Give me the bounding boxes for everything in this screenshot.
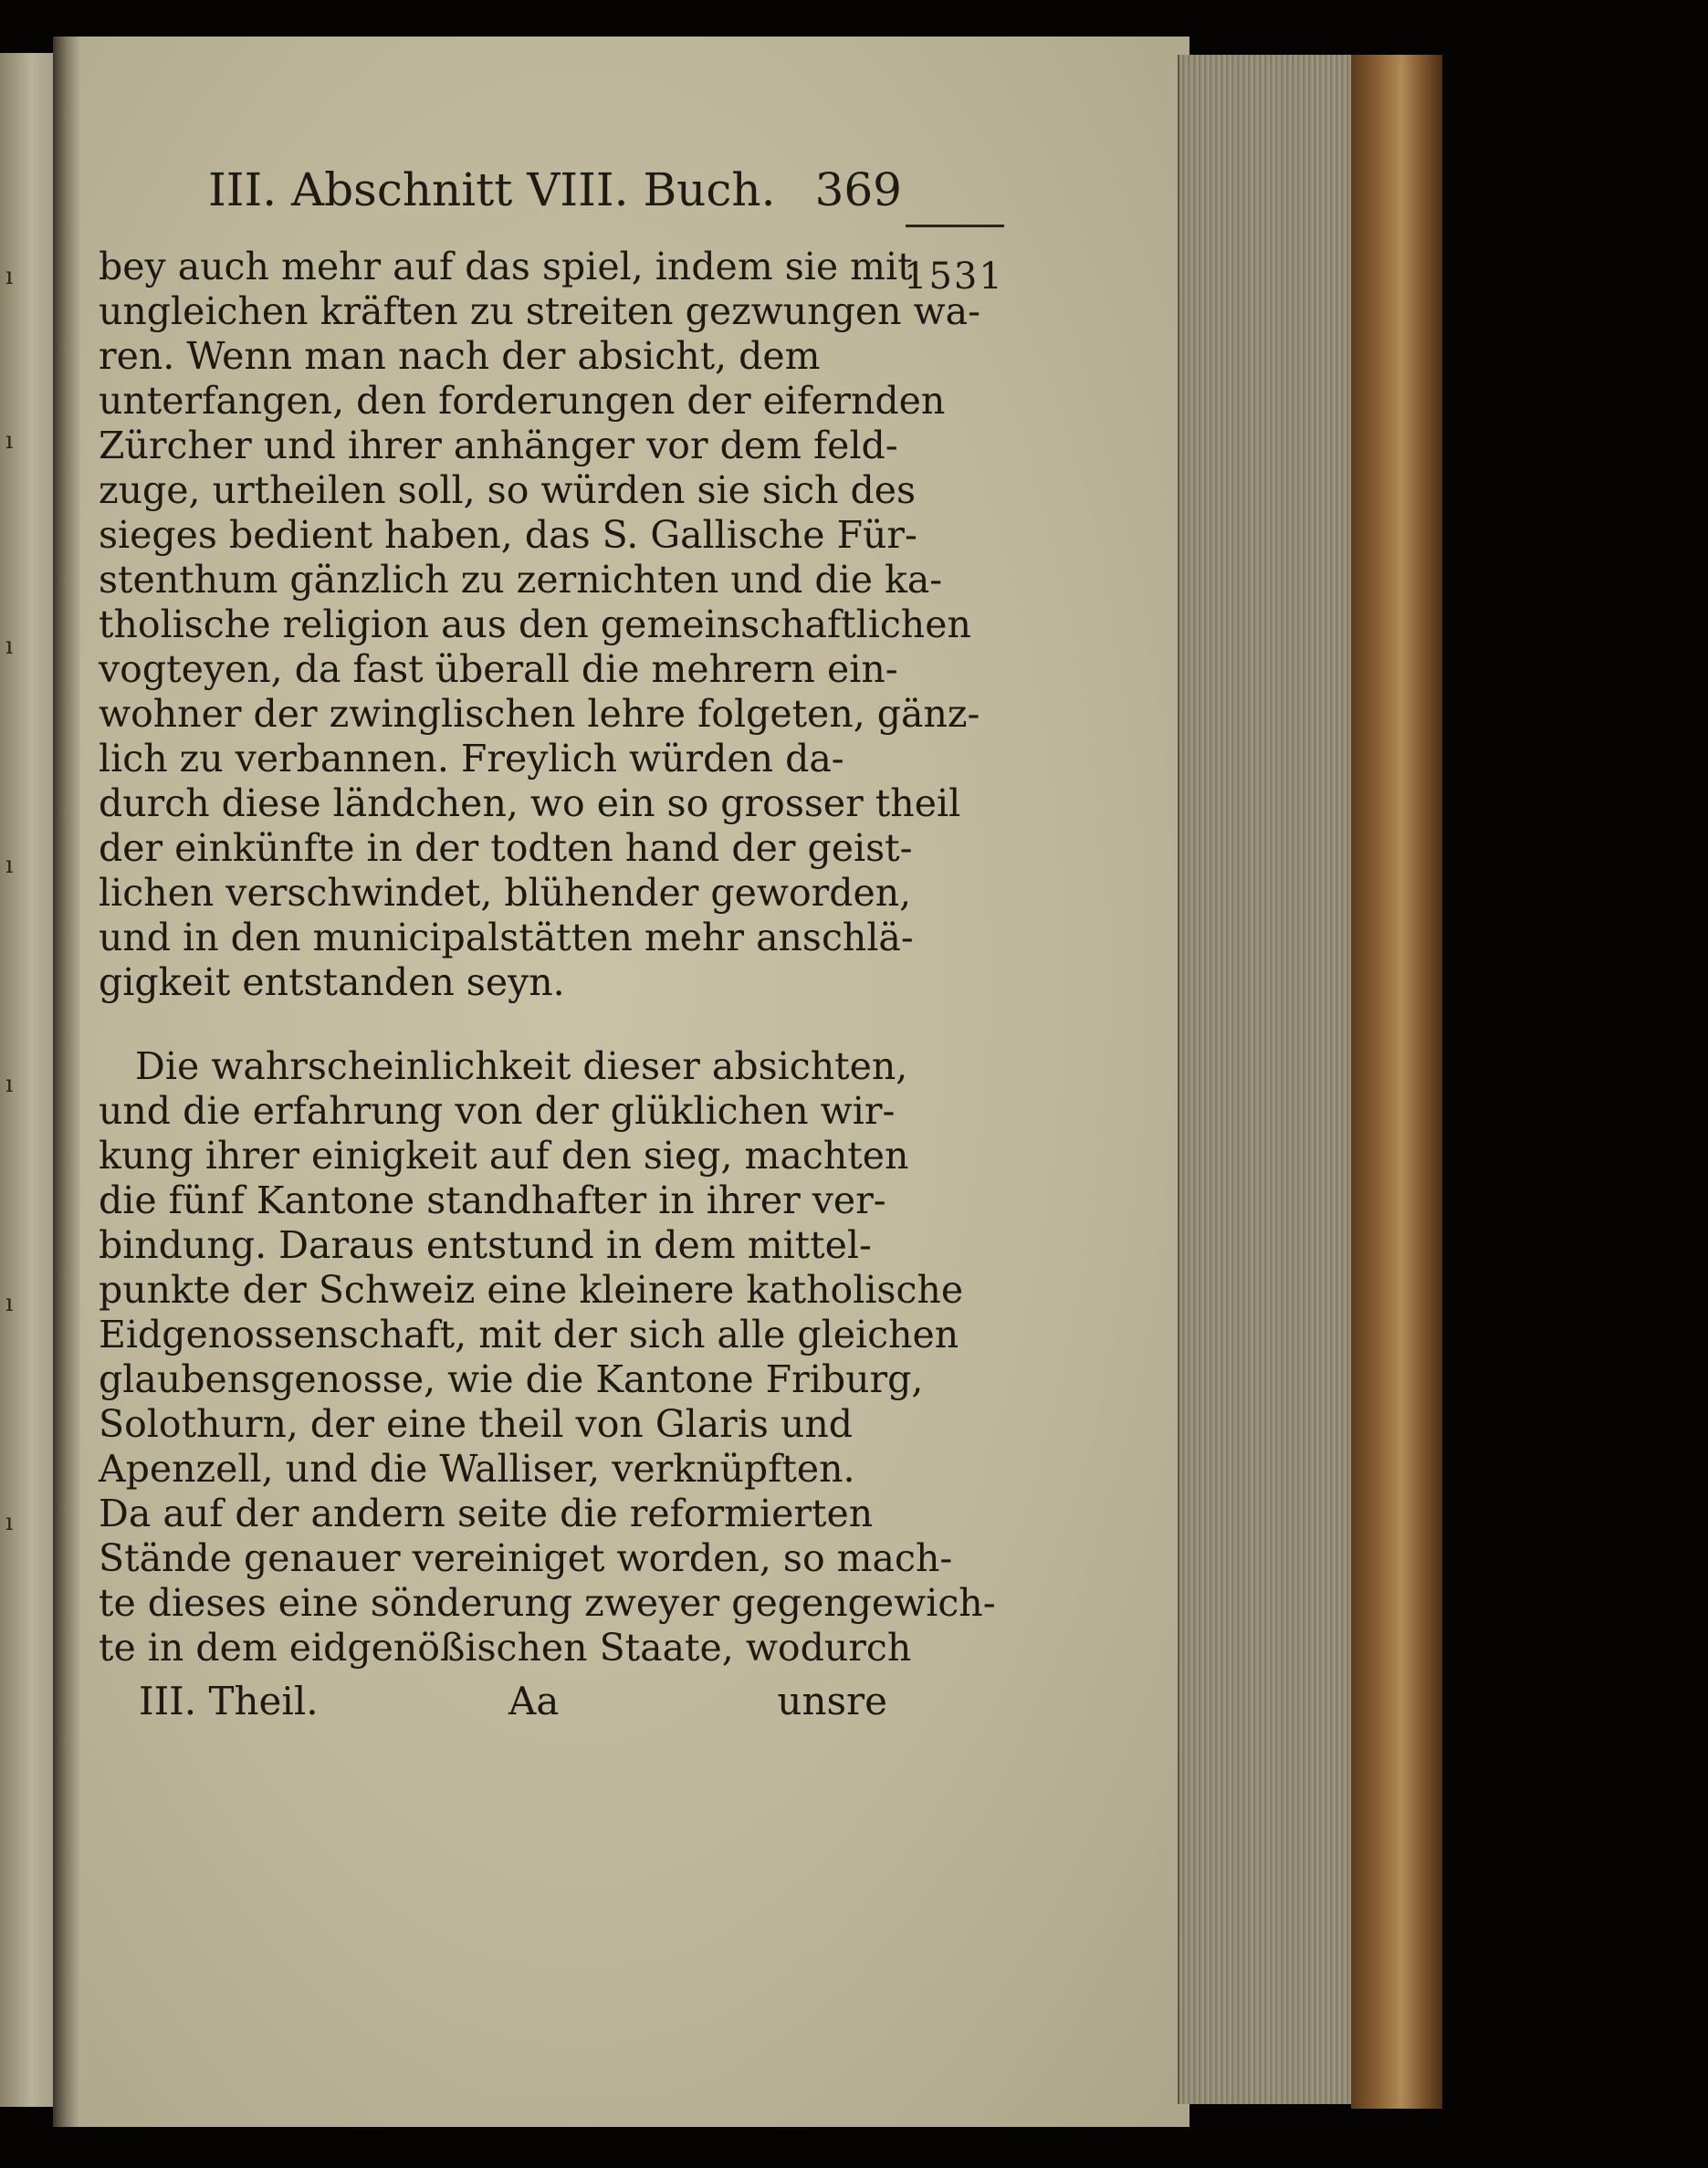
signature-mark: Aa [508,1679,560,1723]
text-line: bey auch mehr auf das spiel, indem sie mit [99,245,913,288]
book-gutter [53,37,80,2127]
facing-page-mark: ı [5,852,14,879]
facing-page-mark: ı [5,1290,14,1317]
text-line: Solothurn, der eine theil von Glaris und [99,1402,853,1446]
text-line: punkte der Schweiz eine kleinere katholische [99,1268,964,1312]
page-number: 369 [814,163,902,216]
facing-page-edge [0,53,56,2107]
page-edges [1178,55,1353,2104]
header-rule [906,225,1004,227]
page-header [208,162,902,217]
text-line: ungleichen kräften zu streiten gezwungen wa- [99,289,980,333]
text-line: Stände genauer vereiniget worden, so mach- [99,1536,953,1580]
text-line: und die erfahrung von der glüklichen wir- [99,1089,896,1133]
text-line: wohner der zwinglischen lehre folgeten, gänz- [99,692,980,736]
text-line: Zürcher und ihrer anhänger vor dem feld- [99,424,898,467]
text-line: und in den municipalstätten mehr anschlä- [99,916,914,959]
paragraph-2 [99,1044,996,1671]
part-label: III. Theil. [139,1679,319,1723]
text-line: vogteyen, da fast überall die mehrern ein- [99,647,898,691]
text-line: zuge, urtheilen soll, so würden sie sich des [99,468,917,512]
text-line: sieges bedient haben, das S. Gallische Für- [99,513,917,557]
facing-page-mark: ı [5,1071,14,1098]
text-line: unterfangen, den forderungen der eifernden [99,379,946,423]
page-footer [139,1676,887,1727]
text-line: der einkünfte in der todten hand der geist- [99,826,913,870]
text-line: te in dem eidgenößischen Staate, wodurch [99,1626,912,1670]
book-cover [1351,55,1442,2109]
facing-page-mark: ı [5,633,14,660]
text-line: Eidgenossenschaft, mit der sich alle gleichen [99,1313,959,1356]
facing-page-mark: ı [5,1509,14,1536]
text-line: Da auf der andern seite die reformierten [99,1492,874,1535]
text-line: die fünf Kantone standhafter in ihrer ver- [99,1178,886,1222]
text-line: te dieses eine sönderung zweyer gegengewich- [99,1581,996,1625]
text-line: gigkeit entstanden seyn. [99,960,565,1004]
text-line: ren. Wenn man nach der absicht, dem [99,334,821,378]
text-line: bindung. Daraus entstund in dem mittel- [99,1223,872,1267]
margin-year: 1531 [904,256,1004,298]
text-line: glaubensgenosse, wie die Kantone Friburg, [99,1357,924,1401]
text-line: kung ihrer einigkeit auf den sieg, machten [99,1134,909,1178]
text-line: Die wahrscheinlichkeit dieser absichten, [135,1044,908,1088]
facing-page-mark: ı [5,263,14,290]
text-line: lichen verschwindet, blühender geworden, [99,871,912,915]
facing-page-mark: ı [5,427,14,455]
text-line: Apenzell, und die Walliser, verknüpften. [99,1447,855,1491]
text-line: stenthum gänzlich zu zernichten und die ka- [99,558,943,602]
text-line: durch diese ländchen, wo ein so grosser theil [99,781,961,825]
text-line: lich zu verbannen. Freylich würden da- [99,737,844,780]
catchword: unsre [777,1679,887,1723]
running-title: III. Abschnitt VIII. Buch. [208,163,776,216]
text-line: tholische religion aus den gemeinschaftlichen [99,602,971,646]
